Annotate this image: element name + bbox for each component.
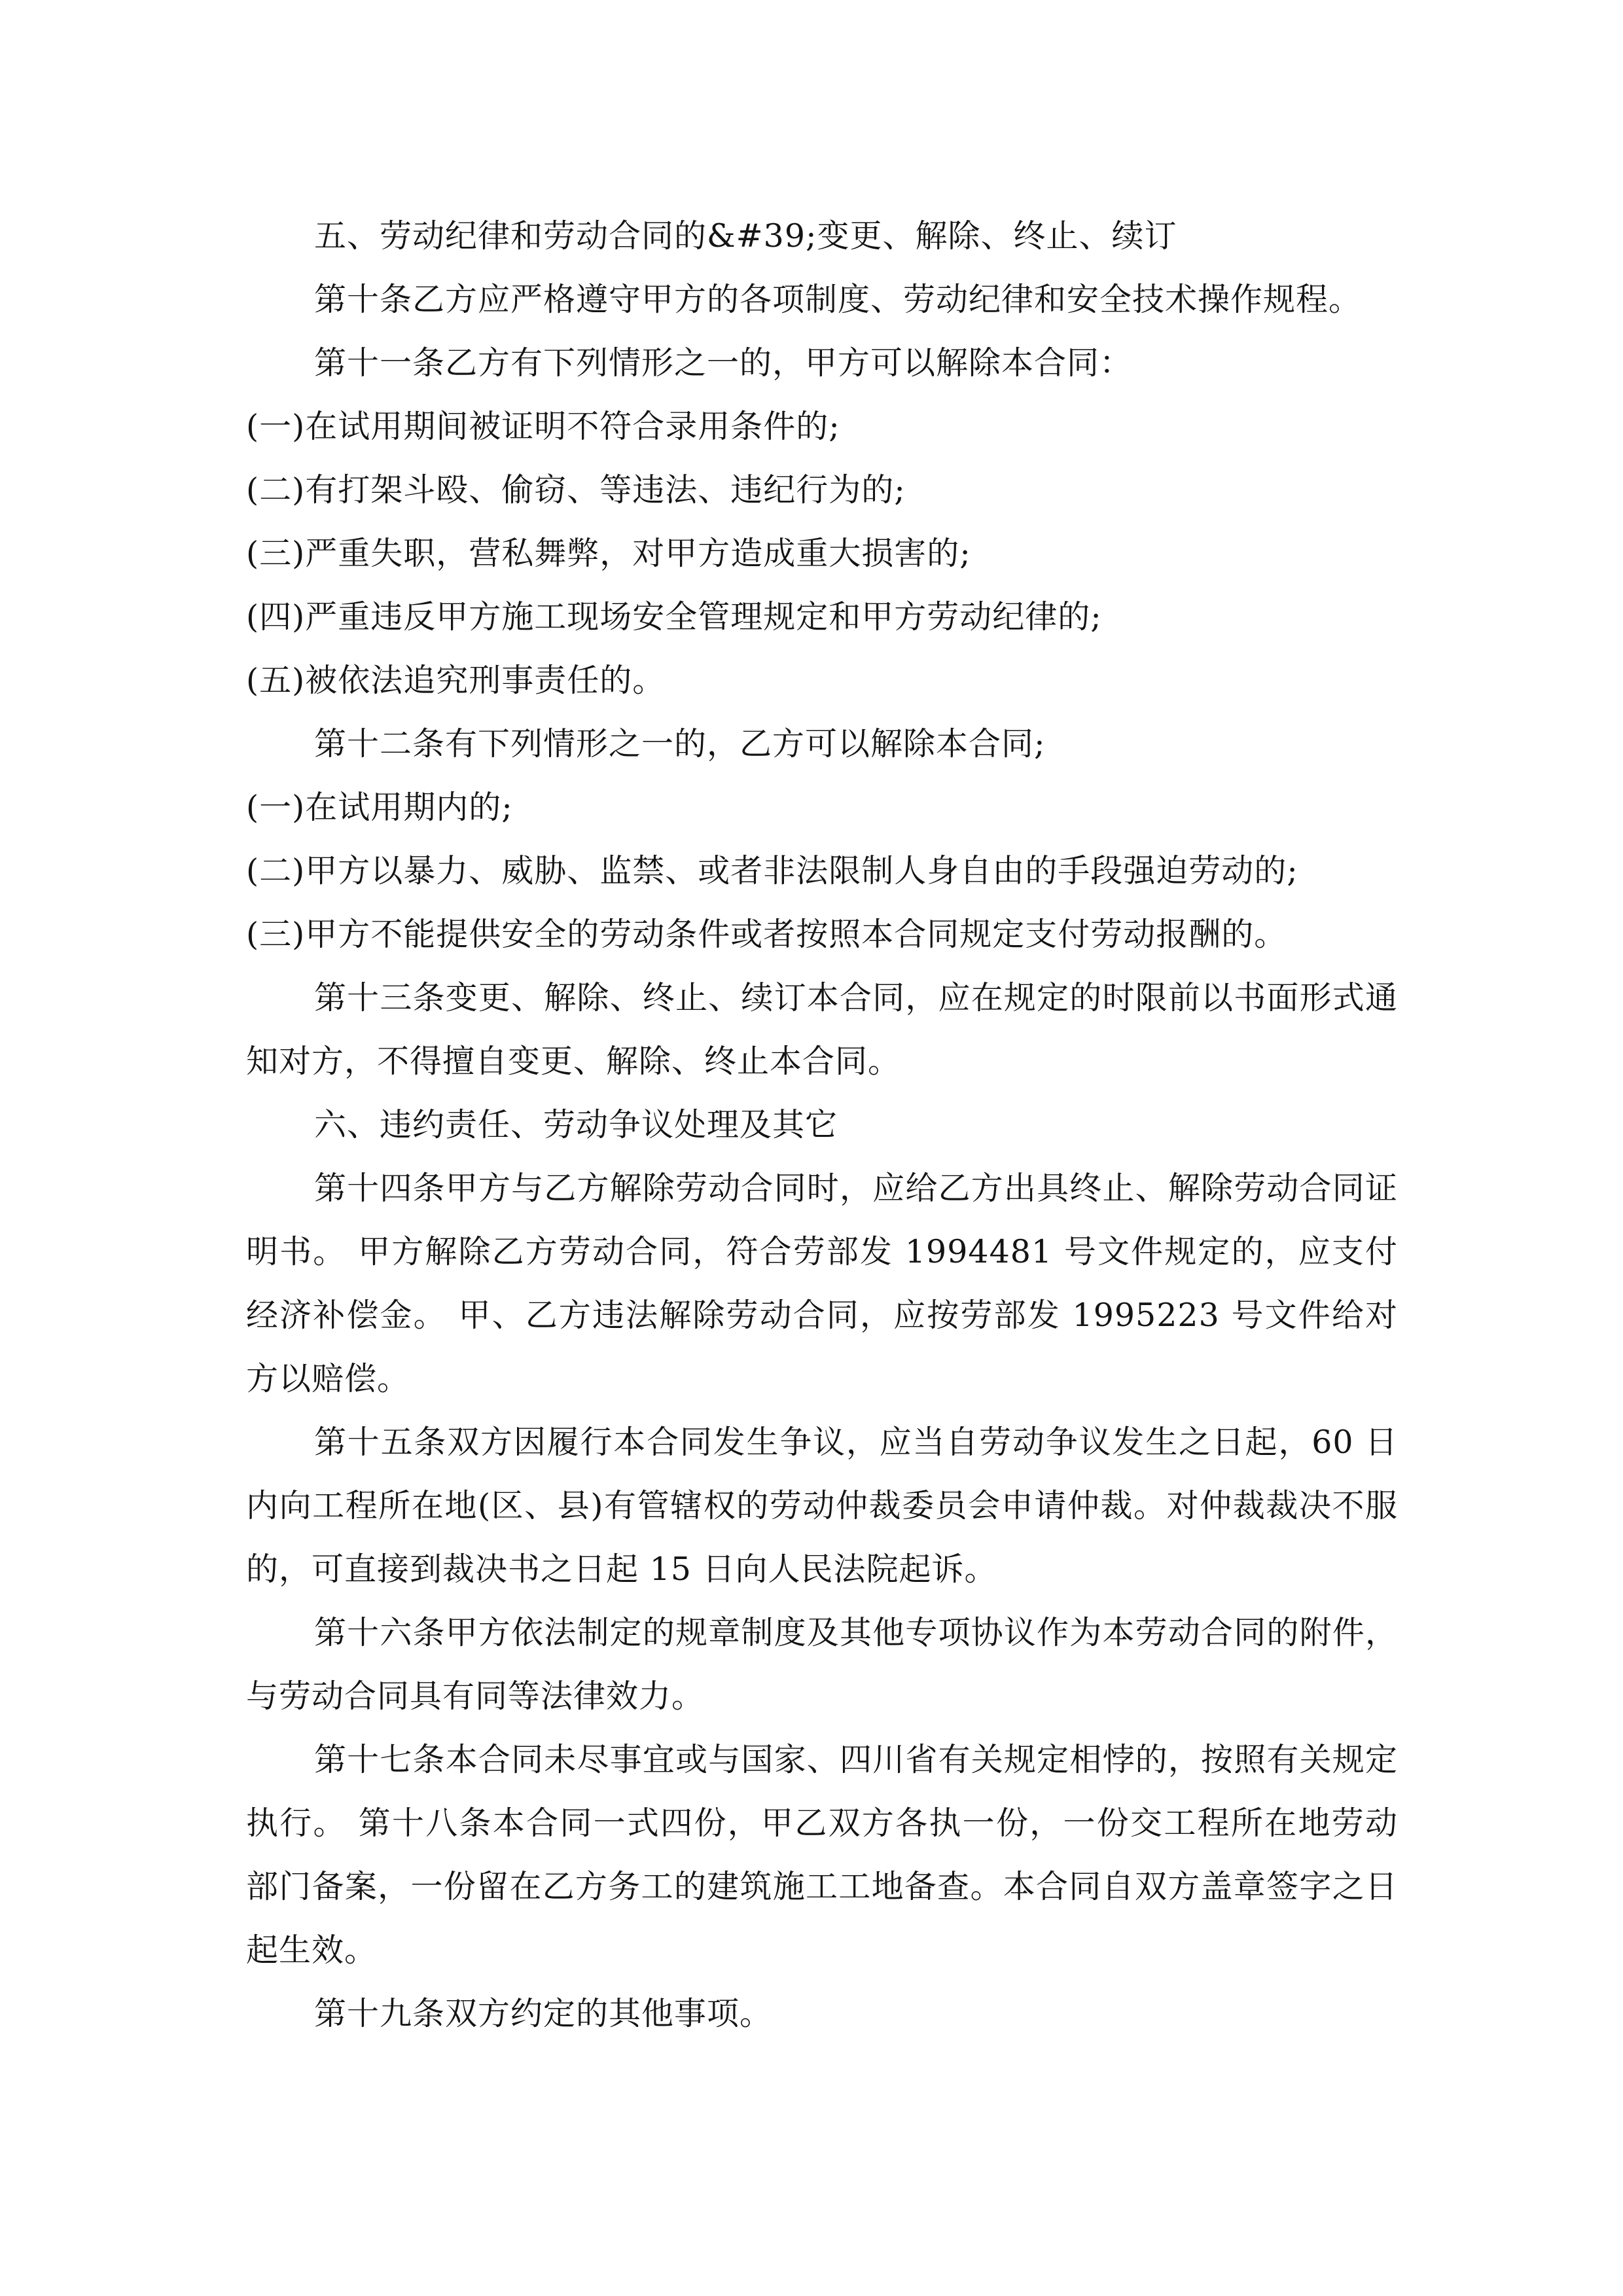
article-15: 第十五条双方因履行本合同发生争议，应当自劳动争议发生之日起，60 日内向工程所在地(区、县)有管辖权的劳动仲裁委员会申请仲裁。对仲裁裁决不服的，可直接到裁决书之日起 15 日向人民法院起诉。 [246,1424,1398,1588]
section-heading-6: 六、违约责任、劳动争议处理及其它 [314,1106,838,1143]
article-11-item-1: (一)在试用期间被证明不符合录用条件的; [246,408,840,445]
document-body [246,204,1398,2045]
article-12-item-1: (一)在试用期内的; [246,789,513,826]
article-13: 第十三条变更、解除、终止、续订本合同，应在规定的时限前以书面形式通知对方，不得擅自变更、解除、终止本合同。 [246,979,1398,1080]
section-heading-5: 五、劳动纪律和劳动合同的&#39;变更、解除、终止、续订 [314,217,1177,255]
article-11-item-2: (二)有打架斗殴、偷窃、等违法、违纪行为的; [246,471,906,509]
article-16: 第十六条甲方依法制定的规章制度及其他专项协议作为本劳动合同的附件，与劳动合同具有同等法律效力。 [246,1614,1398,1715]
article-14: 第十四条甲方与乙方解除劳动合同时，应给乙方出具终止、解除劳动合同证明书。 甲方解除乙方劳动合同，符合劳部发 1994481 号文件规定的，应支付经济补偿金。 甲、乙方违法解除劳动合同，应按劳部发 1995223 号文件给对方以赔偿。 [246,1170,1398,1397]
article-11-item-3: (三)严重失职，营私舞弊，对甲方造成重大损害的; [246,535,971,572]
article-12-item-2: (二)甲方以暴力、威胁、监禁、或者非法限制人身自由的手段强迫劳动的; [246,852,1298,889]
article-19: 第十九条双方约定的其他事项。 [314,1995,773,2032]
article-11: 第十一条乙方有下列情形之一的，甲方可以解除本合同： [314,344,1133,382]
article-12: 第十二条有下列情形之一的，乙方可以解除本合同; [314,725,1046,762]
article-12-item-3: (三)甲方不能提供安全的劳动条件或者按照本合同规定支付劳动报酬的。 [246,916,1287,953]
article-11-item-5: (五)被依法追究刑事责任的。 [246,662,666,699]
article-10: 第十条乙方应严格遵守甲方的各项制度、劳动纪律和安全技术操作规程。 [314,281,1362,318]
article-17-18: 第十七条本合同未尽事宜或与国家、四川省有关规定相悖的，按照有关规定执行。 第十八条本合同一式四份，甲乙双方各执一份，一份交工程所在地劳动部门备案，一份留在乙方务工的建筑施工工地备查。本合同自双方盖章签字之日起生效。 [246,1741,1398,1969]
article-11-item-4: (四)严重违反甲方施工现场安全管理规定和甲方劳动纪律的; [246,598,1102,636]
